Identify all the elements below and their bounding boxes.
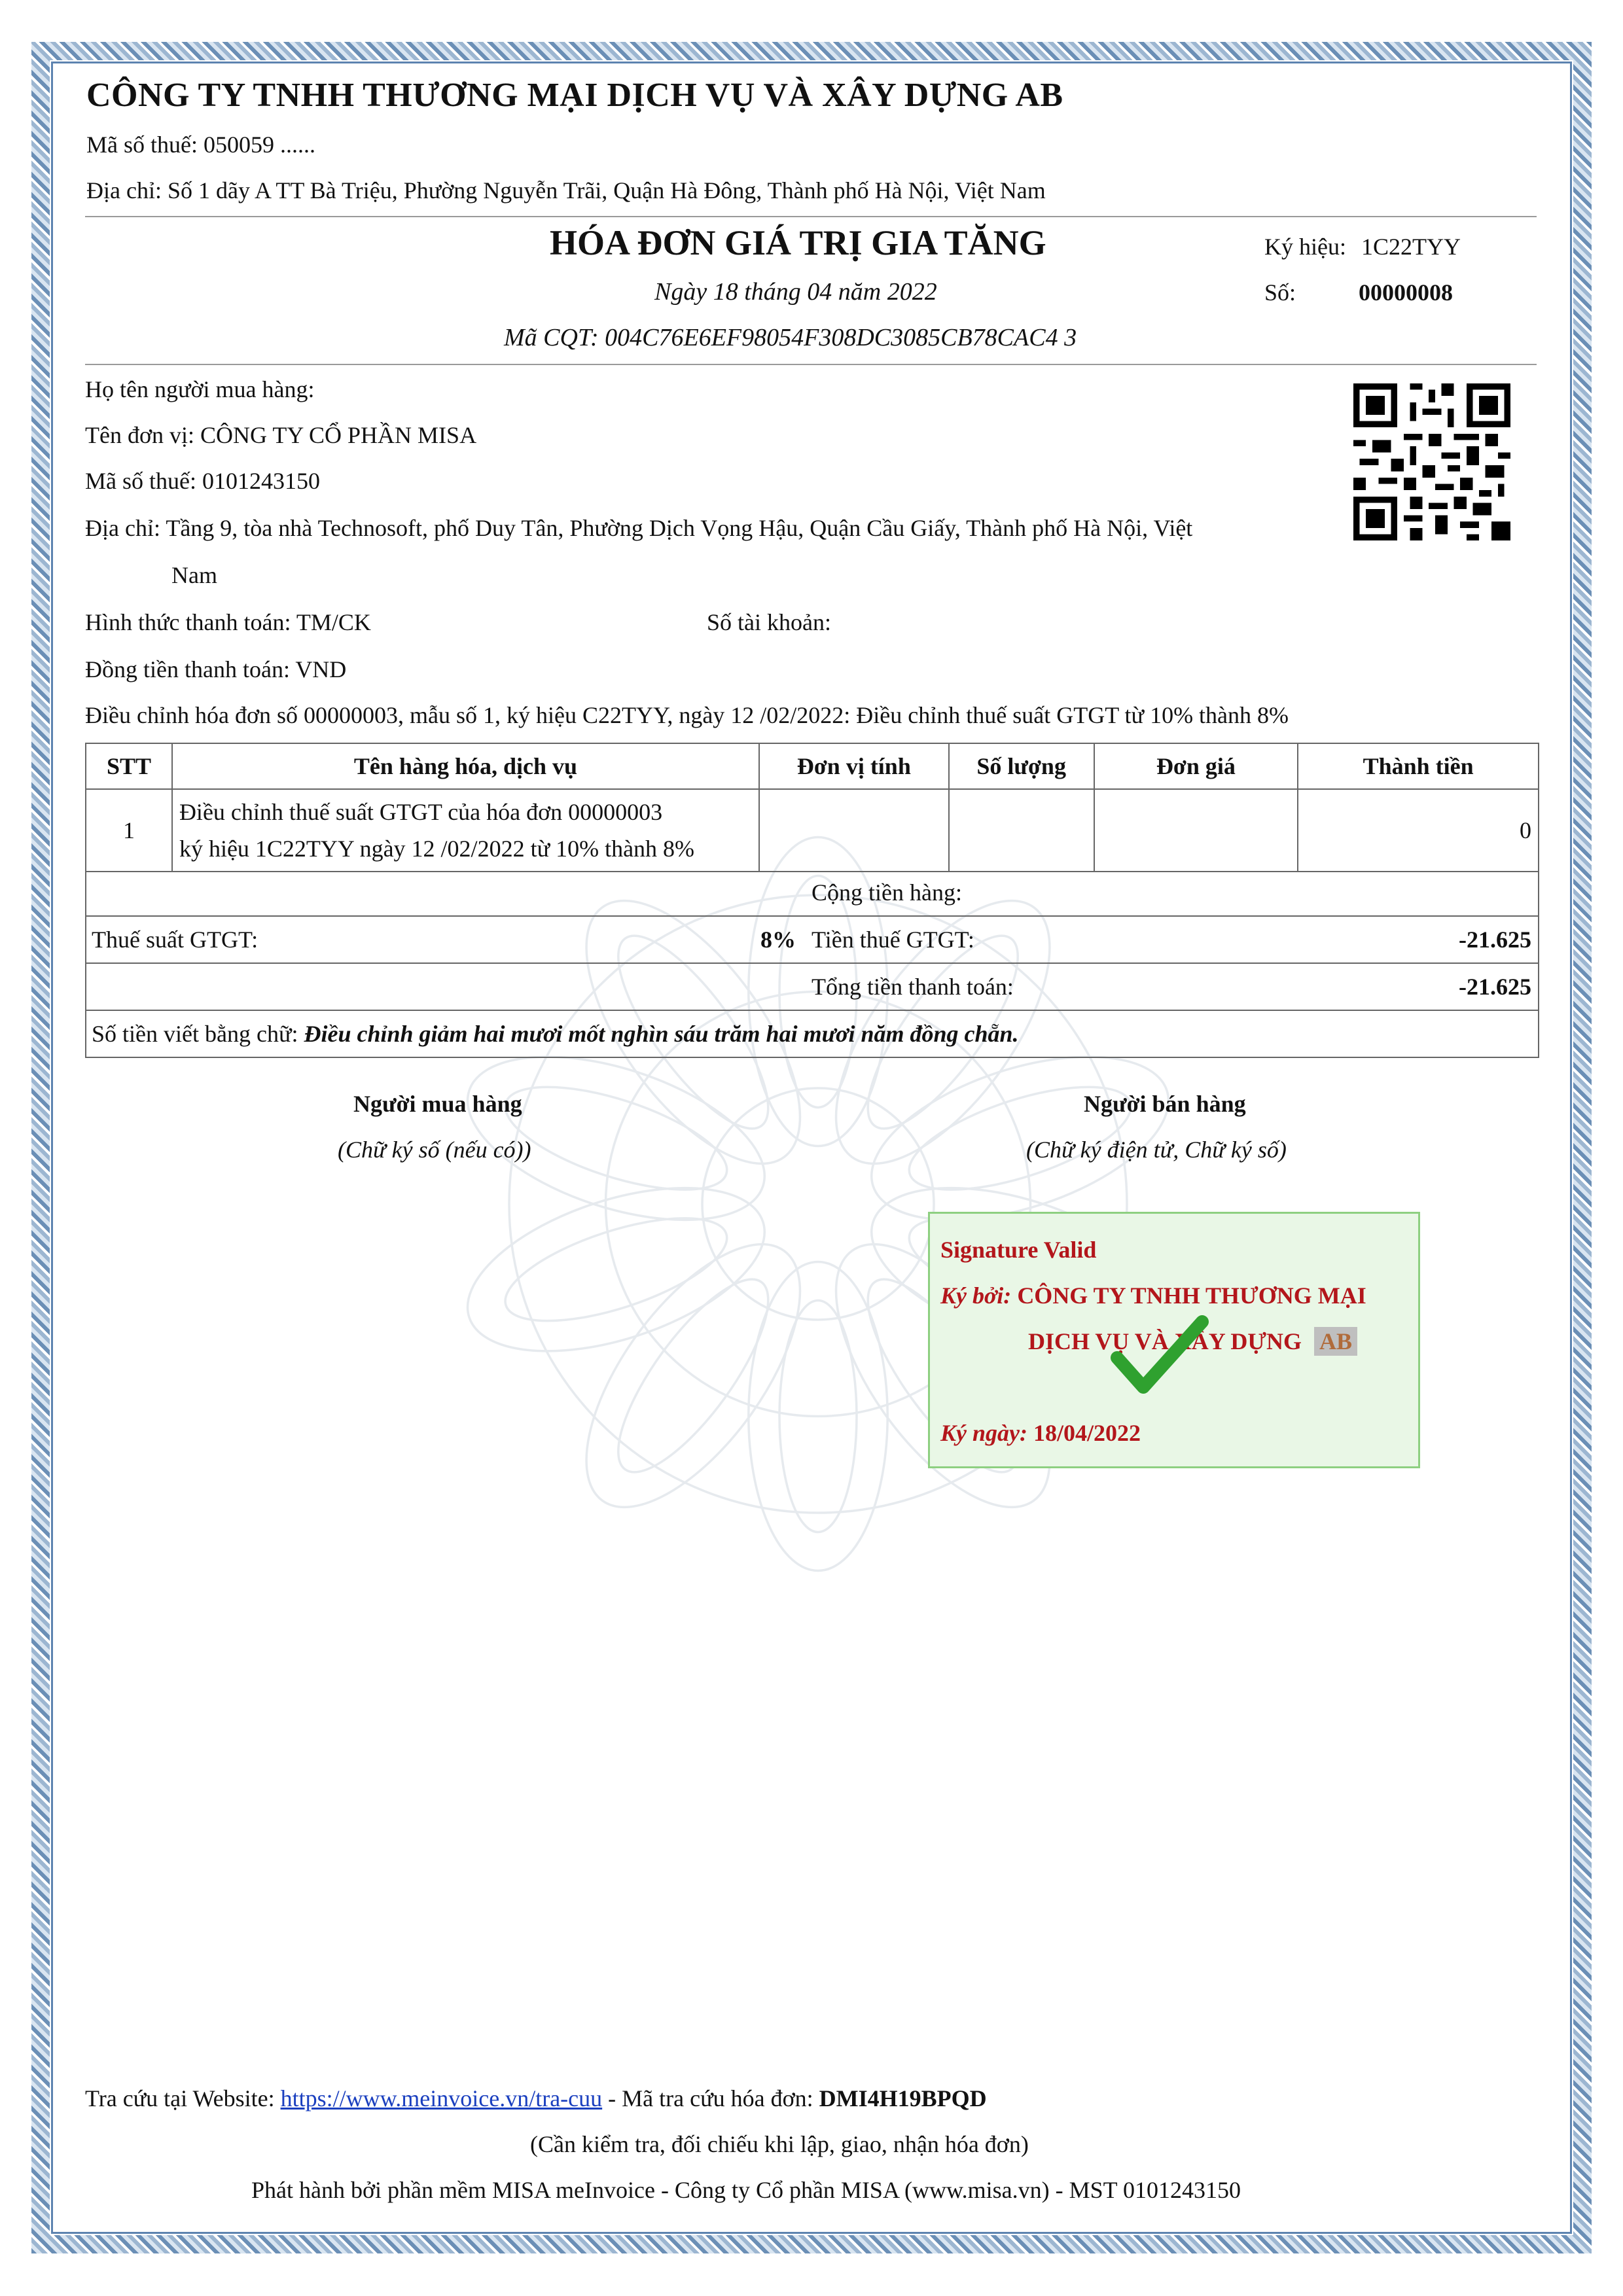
- publisher-note: Phát hành bởi phần mềm MISA meInvoice - Công ty Cổ phần MISA (www.misa.vn) - MST 0101243150: [251, 2177, 1241, 2203]
- account-number-label: Số tài khoản:: [707, 609, 831, 635]
- signed-by-line1: CÔNG TY TNHH THƯƠNG MẠI: [1017, 1282, 1366, 1309]
- signed-date-label: Ký ngày:: [940, 1420, 1027, 1446]
- amount-in-words-label: Số tiền viết bằng chữ:: [92, 1021, 298, 1047]
- signed-by-label: Ký bởi:: [940, 1282, 1012, 1309]
- signed-date: 18/04/2022: [1033, 1420, 1141, 1446]
- cell-qty: [949, 789, 1094, 872]
- buyer-signature-note: (Chữ ký số (nếu có)): [338, 1137, 531, 1163]
- lookup-code: DMI4H19BPQD: [819, 2085, 987, 2111]
- grand-total: -21.625: [1459, 974, 1531, 1000]
- cell-price: [1094, 789, 1298, 872]
- seller-address: Số 1 dãy A TT Bà Triệu, Phường Nguyễn Trãi, Quận Hà Đông, Thành phố Hà Nội, Việt Nam: [167, 177, 1046, 203]
- vat-rate: 8%: [760, 927, 796, 953]
- invoice-symbol: 1C22TYY: [1361, 234, 1461, 260]
- divider: [85, 364, 1537, 365]
- currency-row: [85, 656, 346, 683]
- buyer-tax-code-row: [85, 467, 320, 495]
- cell-name-line1: Điều chỉnh thuế suất GTGT của hóa đơn 00000003: [179, 799, 663, 825]
- grand-total-label: Tổng tiền thanh toán:: [812, 974, 1014, 1000]
- buyer-unit: CÔNG TY CỔ PHẦN MISA: [200, 422, 477, 448]
- invoice-title: HÓA ĐƠN GIÁ TRỊ GIA TĂNG: [550, 223, 1046, 262]
- subtotal-label: Cộng tiền hàng:: [812, 879, 962, 906]
- cell-name: [172, 789, 759, 872]
- col-header-unit: Đơn vị tính: [759, 743, 949, 789]
- col-header-stt: STT: [86, 743, 172, 789]
- lookup-row: [85, 2085, 987, 2112]
- check-icon: [1111, 1312, 1209, 1397]
- signature-status: Signature Valid: [940, 1237, 1097, 1263]
- adjustment-note: Điều chỉnh hóa đơn số 00000003, mẫu số 1, ký hiệu C22TYY, ngày 12 /02/2022: Điều chỉnh thuế suất GTGT từ 10% thành 8%: [85, 702, 1289, 728]
- subtotal-row: [85, 870, 1539, 917]
- col-header-price: Đơn giá: [1094, 743, 1298, 789]
- vat-amount: -21.625: [1459, 927, 1531, 953]
- payment-method-label: Hình thức thanh toán:: [85, 609, 291, 635]
- payment-method-row: [85, 609, 371, 636]
- table-row: [86, 789, 1539, 872]
- amount-in-words-value: Điều chỉnh giảm hai mươi mốt nghìn sáu trăm hai mươi năm đồng chẵn.: [304, 1021, 1019, 1047]
- vat-row: [85, 917, 1539, 964]
- buyer-address-row: [85, 514, 1192, 542]
- buyer-address-line2: Nam: [171, 562, 217, 588]
- cell-amount: 0: [1298, 789, 1539, 872]
- seller-signature-note: (Chữ ký điện tử, Chữ ký số): [1026, 1137, 1287, 1163]
- lookup-prefix: Tra cứu tại Website:: [85, 2085, 275, 2111]
- seller-tax-code-label: Mã số thuế:: [86, 132, 198, 158]
- invoice-number: 00000008: [1359, 279, 1453, 306]
- signed-by-row: [940, 1282, 1366, 1309]
- amount-in-words-row: [85, 1011, 1539, 1058]
- items-table: [85, 743, 1539, 872]
- signed-date-row: [940, 1419, 1141, 1447]
- col-header-amount: Thành tiền: [1298, 743, 1539, 789]
- seller-address-label: Địa chỉ:: [86, 177, 162, 203]
- payment-method: TM/CK: [296, 609, 371, 635]
- seller-signature-title: Người bán hàng: [1084, 1091, 1246, 1117]
- seller-company-name: CÔNG TY TNHH THƯƠNG MẠI DỊCH VỤ VÀ XÂY DỰNG AB: [86, 77, 1063, 114]
- check-note: (Cần kiểm tra, đối chiếu khi lập, giao, nhận hóa đơn): [530, 2131, 1029, 2157]
- invoice-symbol-label: Ký hiệu:: [1264, 234, 1346, 260]
- signed-by-line2: DỊCH VỤ VÀ XÂY DỰNG: [1028, 1328, 1302, 1354]
- divider: [85, 216, 1537, 217]
- lookup-url-link[interactable]: https://www.meinvoice.vn/tra-cuu: [280, 2085, 603, 2111]
- invoice-date: Ngày 18 tháng 04 năm 2022: [654, 278, 937, 306]
- buyer-address-label: Địa chỉ:: [85, 515, 160, 541]
- seller-address-row: [86, 177, 1046, 204]
- seller-tax-code: 050059 ......: [203, 132, 315, 158]
- currency: VND: [295, 656, 347, 682]
- invoice-cqt-code: Mã CQT: 004C76E6EF98054F308DC3085CB78CAC4 3: [504, 324, 1077, 351]
- buyer-tax-code: 0101243150: [202, 468, 320, 494]
- buyer-name-label: Họ tên người mua hàng:: [85, 376, 315, 402]
- seller-tax-code-row: [86, 131, 315, 158]
- signed-by-suffix: AB: [1314, 1327, 1357, 1356]
- invoice-number-label: Số:: [1264, 279, 1296, 306]
- grand-total-row: [85, 964, 1539, 1011]
- vat-rate-label: Thuế suất GTGT:: [92, 927, 259, 953]
- buyer-address-line1: Tầng 9, tòa nhà Technosoft, phố Duy Tân, Phường Dịch Vọng Hậu, Quận Cầu Giấy, Thành phố Hà Nội, Việt: [166, 515, 1193, 541]
- col-header-qty: Số lượng: [949, 743, 1094, 789]
- buyer-unit-label: Tên đơn vị:: [85, 422, 195, 448]
- cell-unit: [759, 789, 949, 872]
- vat-amount-label: Tiền thuế GTGT:: [812, 927, 974, 953]
- buyer-signature-title: Người mua hàng: [353, 1091, 522, 1117]
- col-header-name: Tên hàng hóa, dịch vụ: [172, 743, 759, 789]
- buyer-tax-code-label: Mã số thuế:: [85, 468, 196, 494]
- qr-code-icon: [1353, 383, 1510, 540]
- lookup-code-label: - Mã tra cứu hóa đơn:: [608, 2085, 813, 2111]
- table-header-row: [86, 743, 1539, 789]
- digital-signature-box[interactable]: [928, 1212, 1420, 1468]
- cell-name-line2: ký hiệu 1C22TYY ngày 12 /02/2022 từ 10% thành 8%: [179, 836, 695, 862]
- cell-stt: 1: [86, 789, 172, 872]
- amount-in-words: [92, 1020, 1019, 1048]
- buyer-unit-row: [85, 421, 476, 449]
- currency-label: Đồng tiền thanh toán:: [85, 656, 290, 682]
